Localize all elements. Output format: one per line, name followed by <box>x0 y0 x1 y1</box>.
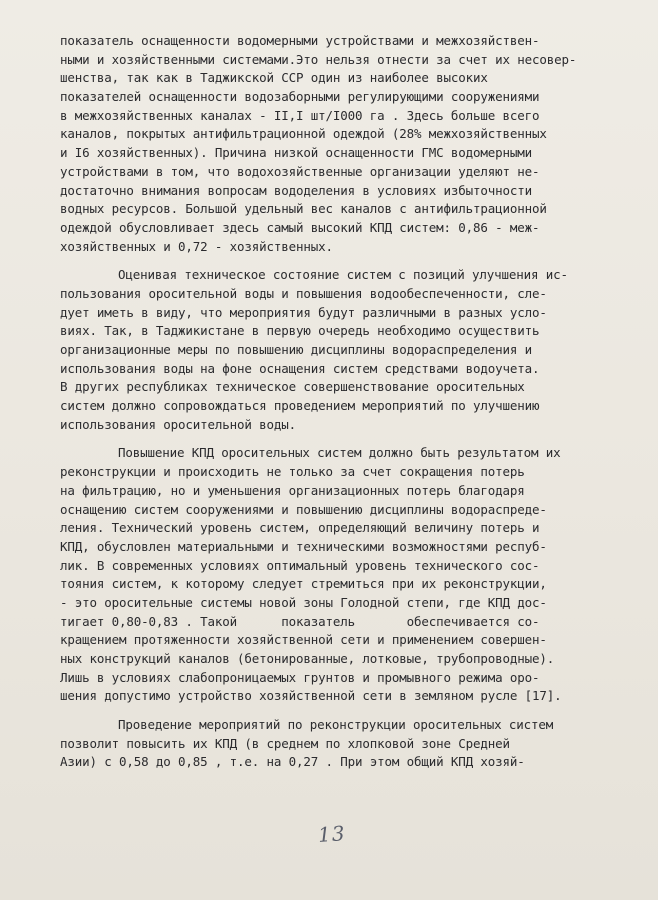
text-line: ления. Технический уровень систем, определяющий величину потерь и <box>60 520 540 536</box>
text-line: достаточно внимания вопросам вододеления в условиях избыточности <box>60 182 533 198</box>
text-line: устройствами в том, что водохозяйственные организации уделяют не- <box>60 163 540 179</box>
text-line: шения допустимо устройство хозяйственной сети в земляном русле [17]. <box>60 688 562 704</box>
text-line: - это оросительные системы новой зоны Голодной степи, где КПД дос- <box>60 594 547 610</box>
text-line: шенства, так как в Таджикской ССР один из наиболее высоких <box>60 70 488 86</box>
text-line: кращением протяженности хозяйственной сети и применением совершен- <box>60 632 547 648</box>
text-line: тояния систем, к которому следует стремиться при их реконструкции, <box>60 576 547 592</box>
text-line: использования воды на фоне оснащения систем средствами водоучета. <box>60 360 540 376</box>
text-line: Оценивая техническое состояние систем с позиций улучшения ис- <box>118 267 568 283</box>
text-line: показатель оснащенности водомерными устройствами и межхозяйствен- <box>60 33 540 48</box>
page-number: 13 <box>317 821 347 847</box>
text-line: тигает 0,80-0,83 . Такой показатель обеспечивается со- <box>60 613 540 629</box>
body-text <box>60 32 620 772</box>
paragraph <box>60 716 620 772</box>
text-line: хозяйственных и 0,72 - хозяйственных. <box>60 238 333 254</box>
text-line: одеждой обусловливает здесь самый высокий КПД систем: 0,86 - меж- <box>60 219 540 235</box>
text-line: В других республиках техническое совершенствование оросительных <box>60 379 525 395</box>
text-line: позволит повысить их КПД (в среднем по хлопковой зоне Средней <box>60 735 510 751</box>
text-line: водных ресурсов. Большой удельный вес каналов с антифильтрационной <box>60 201 547 217</box>
text-line: каналов, покрытых антифильтрационной одеждой (28% межхозяйственных <box>60 126 547 142</box>
text-line: систем должно сопровождаться проведением мероприятий по улучшению <box>60 398 540 414</box>
text-line: дует иметь в виду, что мероприятия будут различными в разных усло- <box>60 304 547 320</box>
text-line: Повышение КПД оросительных систем должно быть результатом их <box>118 445 561 461</box>
text-line: лик. В современных условиях оптимальный уровень технического сос- <box>60 557 540 573</box>
text-line: использования оросительной воды. <box>60 416 297 432</box>
text-line: организационные меры по повышению дисциплины водораспределения и <box>60 342 533 357</box>
text-line: Лишь в условиях слабопроницаемых грунтов и промывного режима оро- <box>60 669 540 685</box>
text-line: показателей оснащенности водозаборными регулирующими сооружениями <box>60 89 540 105</box>
text-line: пользования оросительной воды и повышения водообеспеченности, сле- <box>60 285 547 301</box>
paragraph <box>60 32 620 256</box>
text-line: ных конструкций каналов (бетонированные, лотковые, трубопроводные). <box>60 651 555 666</box>
text-line: Азии) с 0,58 до 0,85 , т.е. на 0,27 . При этом общий КПД хозяй- <box>60 754 525 770</box>
text-line: и I6 хозяйственных). Причина низкой оснащенности ГМС водомерными <box>60 145 533 161</box>
text-line: оснащению систем сооружениями и повышению дисциплины водораспреде- <box>60 501 547 517</box>
text-line: КПД, обусловлен материальными и техническими возможностями респуб- <box>60 538 547 554</box>
text-line: виях. Так, в Таджикистане в первую очередь необходимо осуществить <box>60 323 540 339</box>
paragraph <box>60 444 620 706</box>
text-line: ными и хозяйственными системами.Это нельзя отнести за счет их несовер- <box>60 51 577 67</box>
text-line: в межхозяйственных каналах - II,I шт/I000 га . Здесь больше всего <box>60 107 540 123</box>
text-line: Проведение мероприятий по реконструкции оросительных систем <box>118 717 554 733</box>
text-line: на фильтрацию, но и уменьшения организационных потерь благодаря <box>60 482 525 498</box>
paragraph <box>60 266 620 434</box>
text-line: реконструкции и происходить не только за счет сокращения потерь <box>60 464 525 480</box>
